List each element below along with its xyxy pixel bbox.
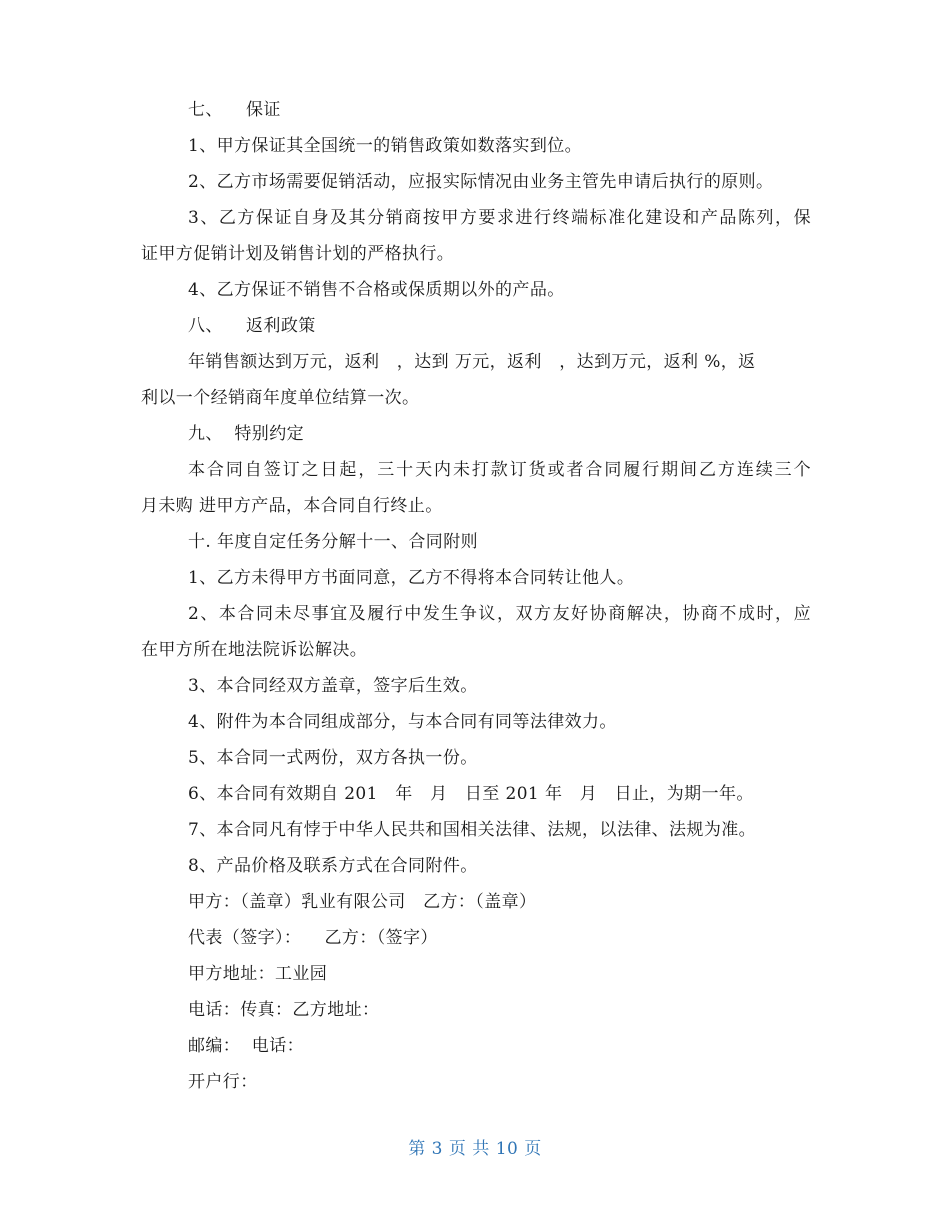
paragraph-line: 在甲方所在地法院诉讼解决。 [141, 640, 368, 660]
paragraph-line: 4、乙方保证不销售不合格或保质期以外的产品。 [188, 280, 565, 300]
paragraph-line: 5、本合同一式两份，双方各执一份。 [188, 748, 478, 768]
paragraph-line: 7、本合同凡有悖于中华人民共和国相关法律、法规，以法律、法规为准。 [188, 820, 757, 840]
paragraph-line: 1、甲方保证其全国统一的销售政策如数落实到位。 [188, 136, 583, 156]
paragraph-line: 3、乙方保证自身及其分销商按甲方要求进行终端标准化建设和产品陈列，保 [188, 208, 811, 228]
postcode-line: 邮编： 电话： [188, 1036, 305, 1056]
paragraph-line: 2、乙方市场需要促销活动，应报实际情况由业务主管先申请后执行的原则。 [188, 172, 774, 192]
signature-representative-line: 代表（签字）： 乙方：（签字） [188, 928, 438, 948]
page-number-footer: 第 3 页 共 10 页 [408, 1139, 542, 1159]
bank-line: 开户行： [188, 1072, 258, 1092]
section-heading-annual-tasks: 十. 年度自定任务分解十一、合同附则 [188, 532, 479, 552]
paragraph-line: 证甲方促销计划及销售计划的严格执行。 [141, 244, 455, 264]
section-heading-rebate: 八、 返利政策 [188, 316, 316, 336]
paragraph-line: 8、产品价格及联系方式在合同附件。 [188, 856, 478, 876]
document-body [141, 92, 811, 1100]
signature-party-line: 甲方：（盖章）乳业有限公司 乙方：（盖章） [188, 892, 537, 912]
section-heading-special-terms: 九、 特别约定 [188, 424, 305, 444]
paragraph-line: 4、附件为本合同组成部分，与本合同有同等法律效力。 [188, 712, 617, 732]
paragraph-line: 2、本合同未尽事宜及履行中发生争议，双方友好协商解决，协商不成时，应 [188, 604, 811, 624]
contact-line: 电话：传真：乙方地址： [188, 1000, 380, 1020]
paragraph-line: 6、本合同有效期自 201 年 月 日至 201 年 月 日止，为期一年。 [188, 784, 754, 804]
paragraph-line: 1、乙方未得甲方书面同意，乙方不得将本合同转让他人。 [188, 568, 635, 588]
paragraph-line: 利以一个经销商年度单位结算一次。 [141, 388, 420, 408]
section-heading-warranty: 七、 保证 [188, 100, 281, 120]
paragraph-line: 月未购 进甲方产品，本合同自行终止。 [141, 496, 443, 516]
address-line: 甲方地址：工业园 [188, 964, 328, 984]
paragraph-line: 本合同自签订之日起，三十天内未打款订货或者合同履行期间乙方连续三个 [188, 460, 811, 480]
paragraph-line: 年销售额达到万元，返利 ，达到 万元，返利 ，达到万元，返利 %，返 [188, 352, 756, 372]
paragraph-line: 3、本合同经双方盖章，签字后生效。 [188, 676, 478, 696]
